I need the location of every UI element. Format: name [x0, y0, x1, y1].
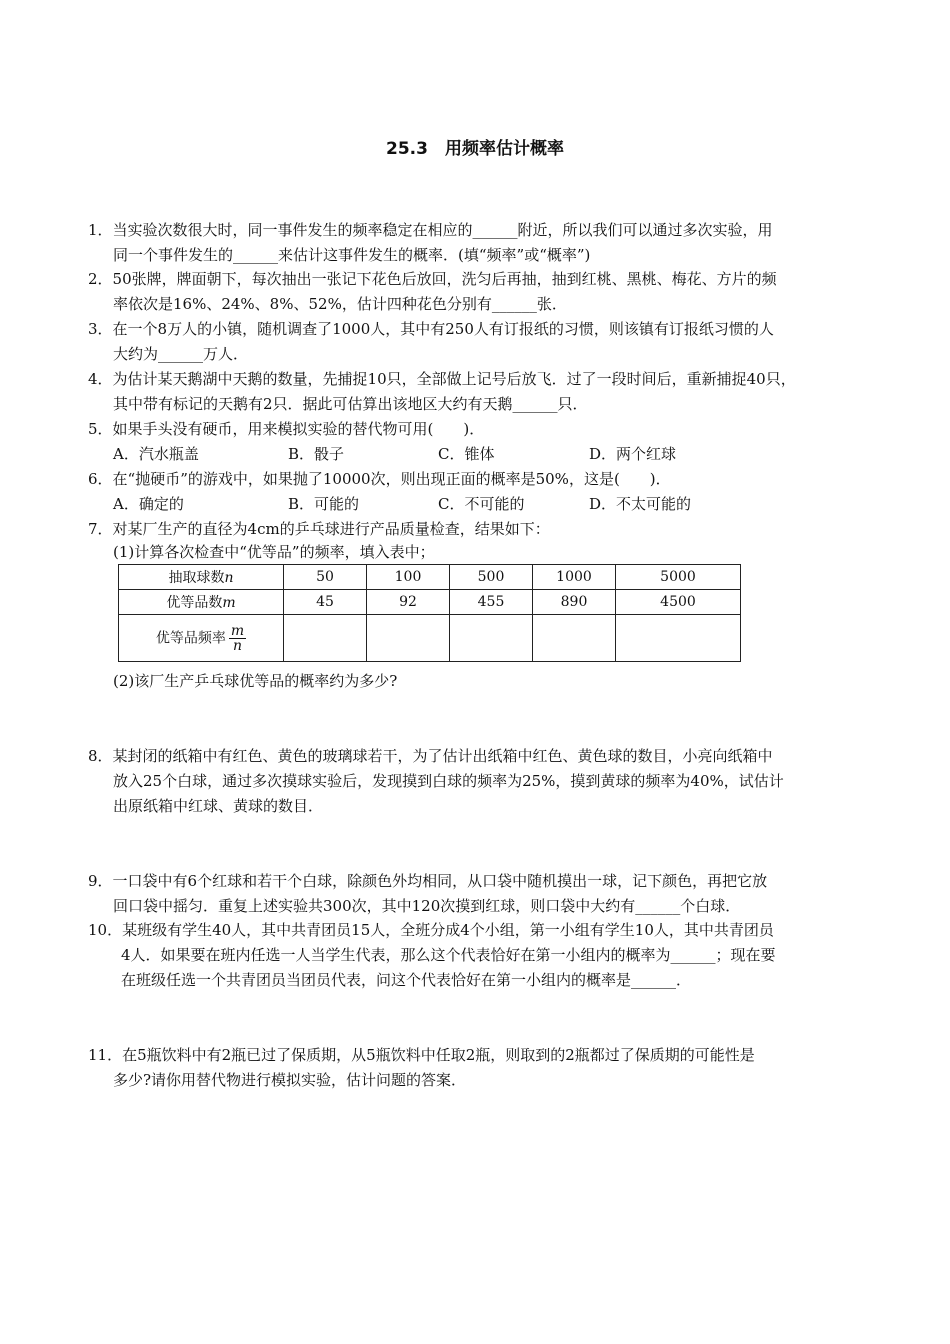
- q3-line-1: 3．在一个8万人的小镇，随机调查了1000人，其中有250人有订报纸的习惯，则该镇有订报纸习惯的人: [88, 320, 774, 338]
- fraction-m-over-n: $\frac{m}{n}$: [230, 622, 245, 654]
- answer-cell[interactable]: [616, 615, 741, 662]
- q6-option-b: B．可能的: [288, 495, 360, 513]
- q4-line-1: 4．为估计某天鹅湖中天鹅的数量，先捕捉10只，全部做上记号后放飞．过了一段时间后，重新捕捉40只，: [88, 370, 796, 388]
- q11-line-1: 11．在5瓶饮料中有2瓶已过了保质期，从5瓶饮料中任取2瓶，则取到的2瓶都过了保质期的可能性是: [88, 1046, 755, 1064]
- table-cell: 100: [367, 565, 450, 590]
- table-cell: 50: [284, 565, 367, 590]
- q2-line-1: 2．50张牌，牌面朝下，每次抽出一张记下花色后放回，洗匀后再抽，抽到红桃、黑桃、梅花、方片的频: [88, 270, 777, 288]
- table-cell: 1000: [533, 565, 616, 590]
- table-row: [119, 590, 741, 615]
- q6-stem: 6．在“抛硬币”的游戏中，如果抛了10000次，则出现正面的概率是50%，这是( )．: [88, 470, 671, 488]
- var-n: n: [224, 570, 234, 586]
- table-cell: 4500: [616, 590, 741, 615]
- q7-sub2: (2)该厂生产乒乓球优等品的概率约为多少?: [113, 672, 398, 690]
- quality-table: [118, 564, 741, 662]
- q10-line-1: 10．某班级有学生40人，其中共青团员15人，全班分成4个小组，第一小组有学生10人，其中共青团员: [88, 921, 774, 939]
- table-cell: 45: [284, 590, 367, 615]
- q2-line-2: 率依次是16%、24%、8%、52%，估计四种花色分别有______张．: [113, 295, 567, 313]
- answer-cell[interactable]: [367, 615, 450, 662]
- q8-line-2: 放入25个白球，通过多次摸球实验后，发现摸到白球的频率为25%，摸到黄球的频率为40%，试估计: [113, 772, 784, 790]
- q10-line-2: 4人．如果要在班内任选一人当学生代表，那么这个代表恰好在第一小组内的概率为______；现在要: [121, 946, 776, 964]
- row-header: 抽取球数n: [119, 565, 284, 590]
- table-cell: 890: [533, 590, 616, 615]
- row-header: 优等品频率 $\frac{m}{n}$: [119, 615, 284, 662]
- table-row: [119, 615, 741, 662]
- q8-line-3: 出原纸箱中红球、黄球的数目．: [113, 797, 324, 815]
- q6-option-d: D．不太可能的: [589, 495, 692, 513]
- row-header: 优等品数m: [119, 590, 284, 615]
- q3-line-2: 大约为______万人．: [113, 345, 249, 363]
- q10-line-3: 在班级任选一个共青团员当团员代表，问这个代表恰好在第一小组内的概率是______．: [121, 971, 692, 989]
- q11-line-2: 多少?请你用替代物进行模拟实验，估计问题的答案．: [113, 1071, 467, 1089]
- q9-line-1: 9．一口袋中有6个红球和若干个白球，除颜色外均相同，从口袋中随机摸出一球，记下颜色，再把它放: [88, 872, 768, 890]
- table-cell: 500: [450, 565, 533, 590]
- answer-cell[interactable]: [284, 615, 367, 662]
- q1-line-1: 1．当实验次数很大时，同一事件发生的频率稳定在相应的______附近，所以我们可以通过多次实验，用: [88, 221, 773, 239]
- q9-line-2: 回口袋中摇匀．重复上述实验共300次，其中120次摸到红球，则口袋中大约有______个白球．: [113, 897, 741, 915]
- q5-stem: 5．如果手头没有硬币，用来模拟实验的替代物可用( )．: [88, 420, 485, 438]
- q5-option-a: A．汽水瓶盖: [113, 445, 199, 463]
- table-cell: 92: [367, 590, 450, 615]
- q6-option-c: C．不可能的: [438, 495, 525, 513]
- q6-option-a: A．确定的: [113, 495, 184, 513]
- q5-options: [113, 443, 813, 465]
- page-title: 25.3 用频率估计概率: [386, 139, 564, 159]
- answer-cell[interactable]: [533, 615, 616, 662]
- var-m: m: [222, 595, 236, 611]
- q4-line-2: 其中带有标记的天鹅有2只．据此可估算出该地区大约有天鹅______只．: [113, 395, 588, 413]
- answer-cell[interactable]: [450, 615, 533, 662]
- q6-options: [113, 493, 813, 515]
- table-cell: 5000: [616, 565, 741, 590]
- table-cell: 455: [450, 590, 533, 615]
- q7-stem: 7．对某厂生产的直径为4cm的乒乓球进行产品质量检查，结果如下：: [88, 520, 550, 538]
- q5-option-c: C．锥体: [438, 445, 495, 463]
- q5-option-d: D．两个红球: [589, 445, 677, 463]
- q1-line-2: 同一个事件发生的______来估计这事件发生的概率．(填“频率”或“概率”): [113, 246, 591, 264]
- q8-line-1: 8．某封闭的纸箱中有红色、黄色的玻璃球若干，为了估计出纸箱中红色、黄色球的数目，小亮向纸箱中: [88, 747, 773, 765]
- q7-sub1: (1)计算各次检查中“优等品”的频率，填入表中；: [113, 543, 435, 561]
- q5-option-b: B．骰子: [288, 445, 345, 463]
- table-row: [119, 565, 741, 590]
